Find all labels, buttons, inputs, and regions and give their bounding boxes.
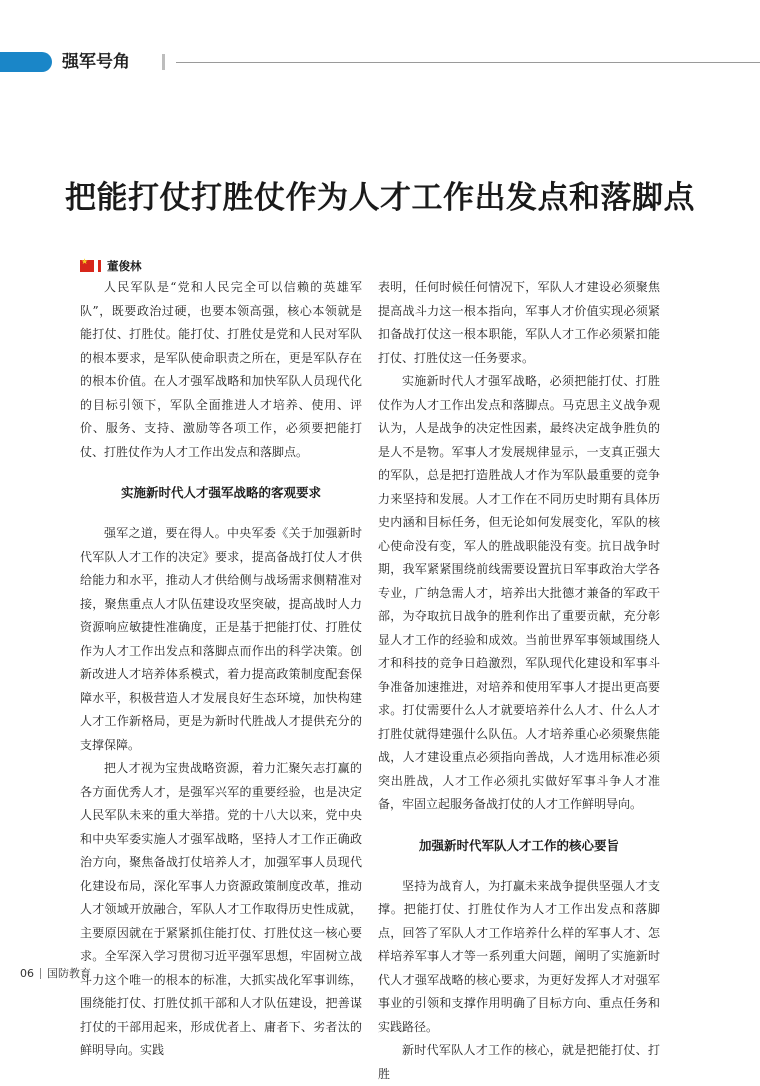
author-name: 董俊林 <box>107 259 142 273</box>
article-title: 把能打仗打胜仗作为人才工作出发点和落脚点 <box>65 180 695 216</box>
page-footer <box>20 965 91 981</box>
byline-bar <box>98 260 101 272</box>
page-number: 06 <box>20 966 34 980</box>
column-left <box>80 276 362 1063</box>
byline <box>80 259 142 273</box>
flag-icon <box>80 260 94 272</box>
section-divider-bar <box>162 54 165 70</box>
paragraph: 强军之道，要在得人。中央军委《关于加强新时代军队人才工作的决定》要求，提高备战打仗人才供给能力和水平，推动人才供给侧与战场需求侧精准对接，聚焦重点人才队伍建设攻坚突破，提高战时人力资源响应敏捷性准确度，正是基于把能打仗、打胜仗作为人才工作出发点和落脚点而作出的科学决策。创新改进人才培养体系模式，着力提高政策制度配套保障水平，积极营造人才发展良好生态环境，加快构建人才工作新格局，更是为新时代胜战人才提供充分的支撑保障。 <box>80 526 362 752</box>
paragraph: 人民军队是“党和人民完全可以信赖的英雄军队”，既要政治过硬，也要本领高强，核心本领就是能打仗、打胜仗。能打仗、打胜仗是党和人民对军队的根本要求，是军队使命职责之所在，更是军队存在的根本价值。在人才强军战略和加快军队人员现代化的目标引领下，军队全面推进人才培养、使用、评价、服务、支持、激励等各项工作，必须要把能打仗、打胜仗作为人才工作出发点和落脚点。 <box>80 280 362 459</box>
header-rule <box>176 62 760 63</box>
footer-divider <box>40 968 41 979</box>
paragraph: 坚持为战育人，为打赢未来战争提供坚强人才支撑。把能打仗、打胜仗作为人才工作出发点和落脚点，回答了军队人才工作培养什么样的军事人才、怎样培养军事人才等一系列重大问题，阐明了实施新时代人才强军战略的核心要求，为更好发挥人才对强军事业的引领和支撑作用明确了目标方向、重点任务和实践路径。 <box>378 878 660 1034</box>
subheading: 实施新时代人才强军战略的客观要求 <box>120 485 321 500</box>
section-color-tab <box>0 52 52 72</box>
paragraph-continued: 表明，任何时候任何情况下，军队人才建设必须聚焦提高战斗力这一根本指向，军事人才价值实现必须紧扣备战打仗这一根本职能，军队人才工作必须紧扣能打仗、打胜仗这一任务要求。 <box>378 280 660 365</box>
paragraph: 新时代军队人才工作的核心，就是把能打仗、打胜 <box>378 1043 660 1081</box>
paragraph: 把人才视为宝贵战略资源，着力汇聚矢志打赢的各方面优秀人才，是强军兴军的重要经验，也是决定人民军队未来的重大举措。党的十八大以来，党中央和中央军委实施人才强军战略，坚持人才工作正确政治方向，聚焦备战打仗培养人才，加强军事人员现代化建设布局，深化军事人力资源政策制度改革，推动人才领域开放融合，军队人才工作取得历史性成就，主要原因就在于紧紧抓住能打仗、打胜仗这一核心要求。全军深入学习贯彻习近平强军思想，牢固树立战斗力这个唯一的根本的标准，大抓实战化军事训练，围绕能打仗、打胜仗抓干部和人才队伍建设，把善谋打仗的干部用起来，形成优者上、庸者下、劣者汰的鲜明导向。实践 <box>80 761 362 1057</box>
subheading: 加强新时代军队人才工作的核心要旨 <box>418 837 619 853</box>
paragraph: 实施新时代人才强军战略，必须把能打仗、打胜仗作为人才工作出发点和落脚点。马克思主义战争观认为，人是战争的决定性因素，最终决定战争胜负的是人不是物。军事人才发展规律显示，一支真正强大的军队，总是把打造胜战人才作为军队最重要的竞争力来坚持和发展。人才工作在不同历史时期有具体历史内涵和目标任务，但无论如何发展变化，军队的核心使命没有变，军人的胜战职能没有变。抗日战争时期，我军紧紧围绕前线需要设置抗日军事政治大学各专业，广纳急需人才，培养出大批德才兼备的军政干部，为夺取抗日战争的胜利作出了重要贡献，充分彰显人才工作的经验和成效。当前世界军事领域围绕人才和科技的竞争日趋激烈，军队现代化建设和军事斗争准备加速推进，对培养和使用军事人才提出更高要求。打仗需要什么人才就要培养什么人才、什么人才打胜仗就得建强什么队伍。人才培养重心必须聚焦能战，人才建设重点必须指向善战，人才选用标准必须突出胜战，人才工作必须扎实做好军事斗争人才准备，牢固立起服务备战打仗的人才工作鲜明导向。 <box>378 374 660 811</box>
section-label: 强军号角 <box>62 52 130 72</box>
magazine-name: 国防教育 <box>47 967 91 980</box>
column-right <box>378 276 660 1086</box>
